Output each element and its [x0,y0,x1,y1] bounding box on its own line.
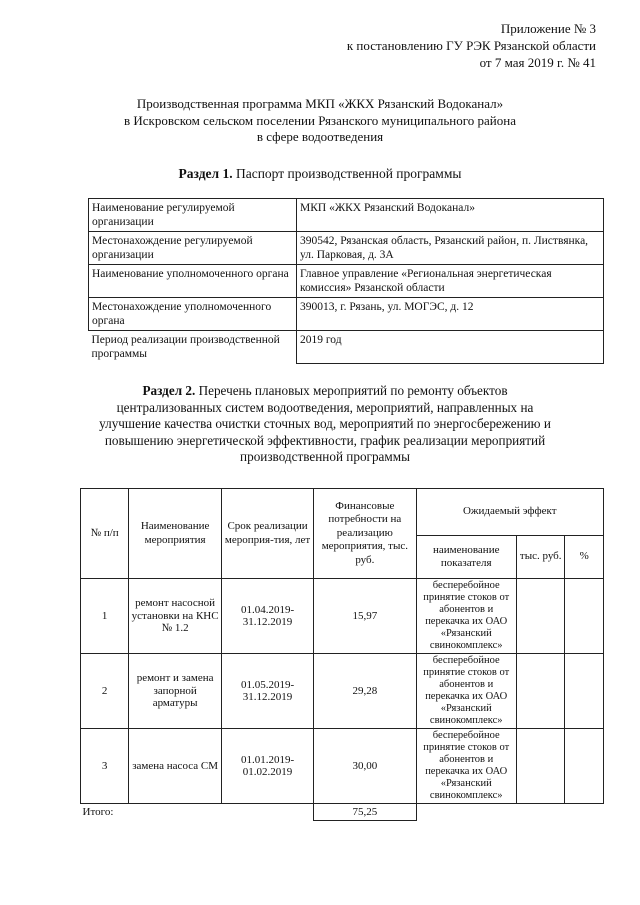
section-1-label: Раздел 1. [178,166,233,181]
section-2-title: Перечень плановых мероприятий по ремонту объектов централизованных систем водоотведения, мероприятий, направленных на улучшение качества очистки сточных вод, мероприятий по энергосбережению и повышению энергетической эффективности, график реализации мероприятий производственной программы [99,383,551,464]
row-term: 01.05.2019-31.12.2019 [221,654,313,729]
passport-row [89,199,604,232]
row-indicator: бесперебойное принятие стоков от абонентов и перекачка их ОАО «Рязанский свинокомплекс» [416,729,516,804]
header-effect: Ожидаемый эффект [416,489,604,536]
row-num: 3 [81,729,129,804]
total-spacer [221,804,313,821]
header-term: Срок реализации мероприя-тия, лет [221,489,313,579]
passport-table [88,198,604,364]
row-name: ремонт и замена запорной арматуры [129,654,222,729]
total-row [81,804,604,821]
row-num: 2 [81,654,129,729]
total-value: 75,25 [314,804,416,821]
appendix-resolution: к постановлению ГУ РЭК Рязанской области [346,38,596,53]
header-num: № п/п [81,489,129,579]
program-title-line-1: Производственная программа МКП «ЖКХ Рязанский Водоканал» [136,96,504,111]
row-pct [565,729,604,804]
passport-value: Главное управление «Региональная энергетическая комиссия» Рязанской области [297,265,604,298]
row-rub [516,729,565,804]
program-title-line-3: в сфере водоотведения [256,129,384,144]
total-blank [416,804,604,821]
passport-key: Местонахождение регулируемой организации [89,232,297,265]
section-2-heading [90,383,560,466]
passport-row [89,232,604,265]
row-term: 01.01.2019-01.02.2019 [221,729,313,804]
header-name: Наименование мероприятия [129,489,222,579]
row-name: замена насоса СМ [129,729,222,804]
program-title-line-2: в Искровском сельском поселении Рязанского муниципального района [124,112,516,128]
row-num: 1 [81,579,129,654]
passport-value: МКП «ЖКХ Рязанский Водоканал» [297,199,604,232]
passport-row [89,265,604,298]
passport-row [89,298,604,331]
row-finance: 15,97 [314,579,416,654]
section-2-label: Раздел 2. [142,383,196,398]
row-indicator: бесперебойное принятие стоков от абонентов и перекачка их ОАО «Рязанский свинокомплекс» [416,579,516,654]
section-1-heading [0,166,640,182]
section-1-title: Паспорт производственной программы [235,166,462,181]
appendix-header [347,20,596,71]
table-row [81,729,604,804]
measures-header-row [81,489,604,536]
row-rub [516,654,565,729]
total-label: Итого: [81,804,222,821]
appendix-date: от 7 мая 2019 г. № 41 [479,55,596,70]
header-rub: тыс. руб. [516,536,565,579]
header-finance: Финансовые потребности на реализацию мероприятия, тыс. руб. [314,489,416,579]
row-finance: 30,00 [314,729,416,804]
passport-key: Наименование регулируемой организации [89,199,297,232]
row-finance: 29,28 [314,654,416,729]
appendix-number: Приложение № 3 [500,21,596,36]
header-pct: % [565,536,604,579]
row-indicator: бесперебойное принятие стоков от абонентов и перекачка их ОАО «Рязанский свинокомплекс» [416,654,516,729]
table-row [81,579,604,654]
row-name: ремонт насосной установки на КНС № 1.2 [129,579,222,654]
table-row [81,654,604,729]
passport-key: Местонахождение уполномоченного органа [89,298,297,331]
row-pct [565,654,604,729]
program-title [80,96,560,146]
header-indicator: наименование показателя [416,536,516,579]
passport-value: 390542, Рязанская область, Рязанский район, п. Листвянка, ул. Парковая, д. 3А [297,232,604,265]
row-rub [516,579,565,654]
measures-table [80,488,604,821]
passport-key: Период реализации производственной программы [89,331,297,364]
row-pct [565,579,604,654]
row-term: 01.04.2019-31.12.2019 [221,579,313,654]
passport-value: 2019 год [297,331,604,364]
passport-key: Наименование уполномоченного органа [89,265,297,298]
passport-row [89,331,604,364]
passport-value: 390013, г. Рязань, ул. МОГЭС, д. 12 [297,298,604,331]
